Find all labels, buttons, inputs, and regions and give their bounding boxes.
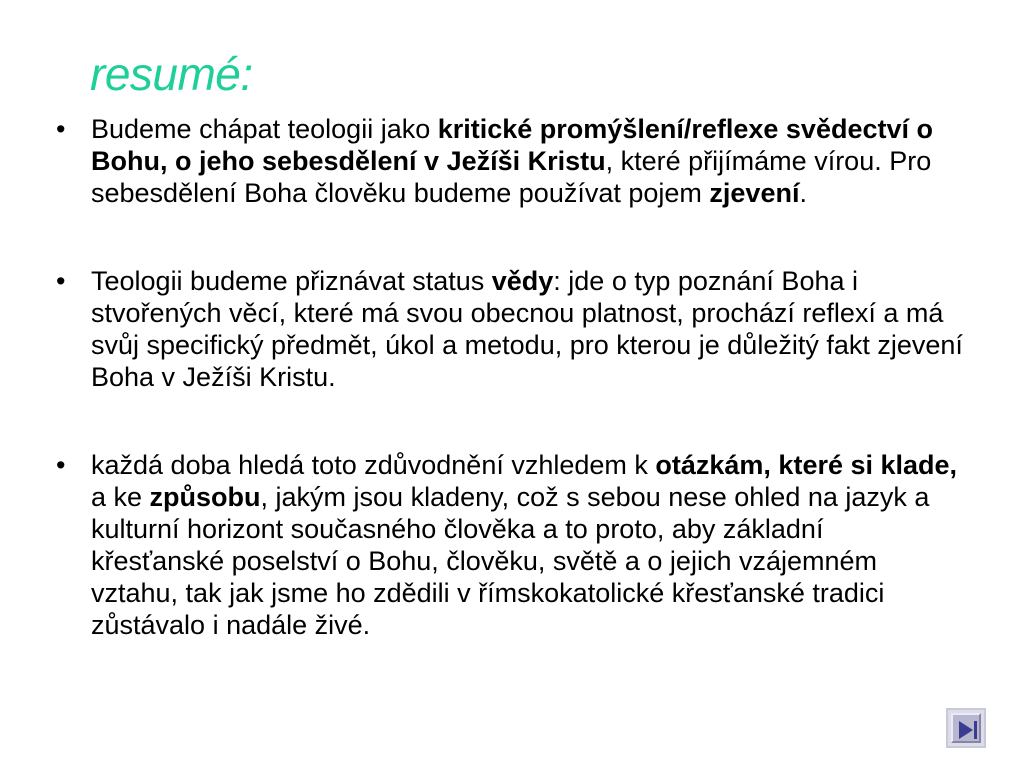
- bullet-text: [91, 449, 964, 641]
- bullet-text: [91, 265, 964, 393]
- next-slide-icon: [957, 719, 979, 741]
- slide-title: resumé:: [90, 48, 253, 100]
- bullet-item: [0, 265, 1024, 393]
- next-slide-button-face[interactable]: [951, 713, 981, 743]
- bullet-text-part: , jakým jsou kladeny, což s sebou nese ohled na jazyk a kulturní horizont současného člověka a to proto, aby základní křesťanské poselství o Bohu, člověku, světě a o jejich vzájemném vztahu, tak jak jsme ho zdědili v římskokatolické křesťanské tradici zůstávalo i nadále živé.: [91, 482, 930, 640]
- bullet-marker: •: [56, 450, 66, 480]
- bullet-text-part: , které přijímáme vírou. Pro sebesdělení Boha člověku budeme používat pojem: [91, 146, 932, 208]
- bullet-text-part: : jde o typ poznání Boha i stvořených věcí, které má svou obecnou platnost, prochází reflexí a má svůj specifický předmět, úkol a metodu, pro kterou je důležitý fakt zjevení Boha v Ježíši Kristu.: [91, 266, 963, 392]
- bullet-item: [0, 449, 1024, 641]
- bullet-bold-part: zjevení: [709, 178, 800, 208]
- bullet-marker: •: [56, 266, 66, 296]
- bullet-text-part: Budeme chápat teologii jako: [91, 114, 438, 144]
- bullet-bold-part: otázkám, které si klade,: [655, 450, 958, 480]
- bullet-marker: •: [56, 114, 66, 144]
- bullet-bold-part: kritické promýšlení/reflexe svědectví o Bohu, o jeho sebesdělení v Ježíši Kristu: [91, 114, 933, 176]
- bullet-bold-part: vědy: [491, 266, 554, 296]
- bullet-text-part: .: [799, 178, 807, 208]
- bullet-text: [91, 113, 964, 209]
- next-slide-button[interactable]: [946, 708, 986, 748]
- bullet-text-part: Teologii budeme přiznávat status: [91, 266, 492, 296]
- bullet-list: [0, 113, 1024, 697]
- bullet-bold-part: způsobu: [149, 482, 261, 512]
- bullet-item: [0, 113, 1024, 209]
- bullet-text-part: každá doba hledá toto zdůvodnění vzhledem k: [91, 450, 656, 480]
- bullet-text-part: a ke: [91, 482, 150, 512]
